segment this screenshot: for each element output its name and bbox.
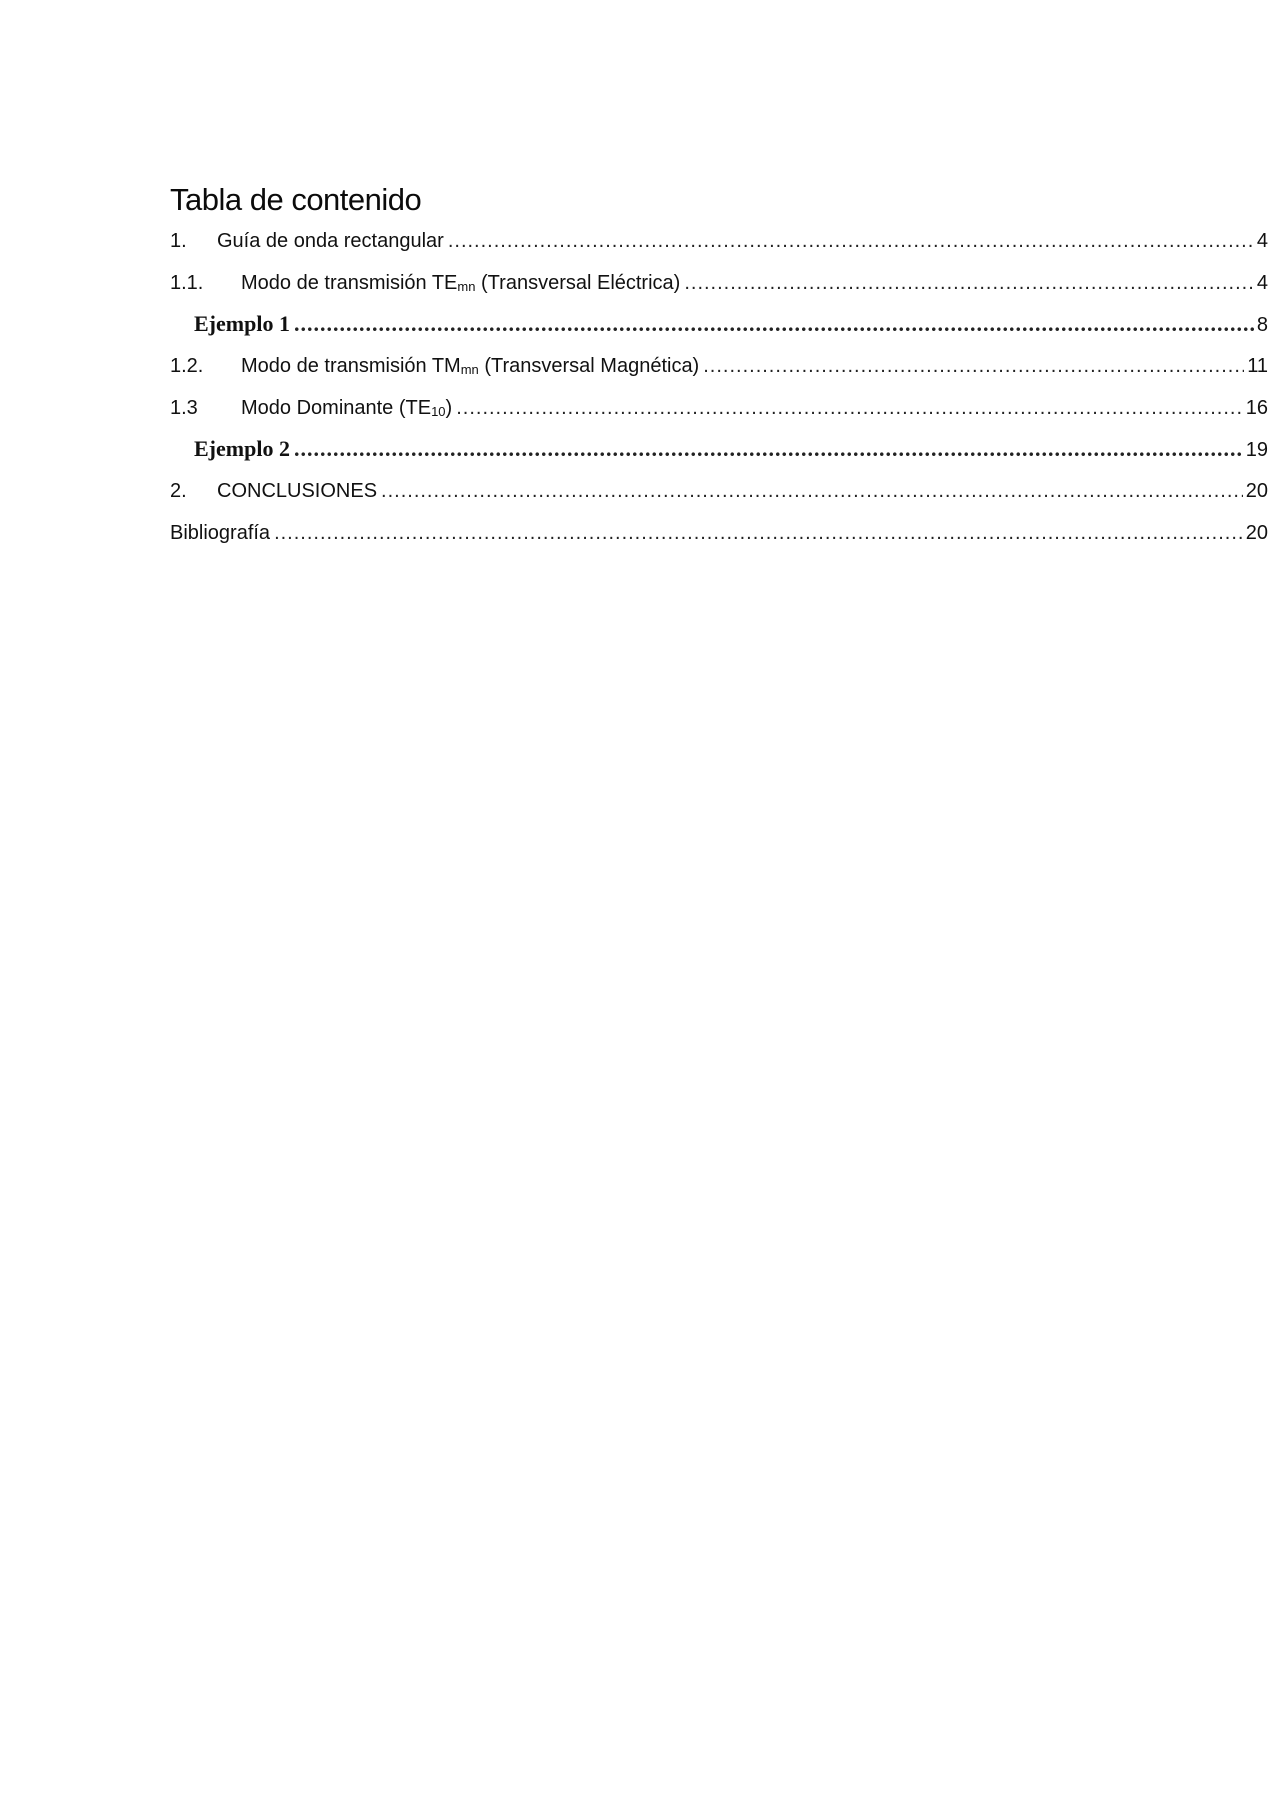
toc-leader-dots [448, 228, 1254, 254]
toc-entry-page: 20 [1245, 480, 1268, 503]
toc-entry-label [241, 270, 680, 296]
toc-title: Tabla de contenido [170, 182, 422, 217]
toc-entry-ejemplo-2[interactable] [170, 436, 1268, 478]
toc-entry-label-subscript: mn [460, 362, 479, 378]
toc-leader-dots [684, 270, 1254, 296]
toc-leader-dots [294, 311, 1254, 337]
toc-entry-page: 8 [1256, 314, 1268, 337]
toc-entry-page: 4 [1256, 230, 1268, 252]
toc-entry-number: 1.2. [170, 355, 204, 378]
toc-entry-bibliografia[interactable] [170, 520, 1268, 562]
toc-entry-number: 1.1. [170, 271, 204, 294]
toc-entry-number: 2. [170, 480, 187, 503]
toc-entry-page: 4 [1256, 271, 1268, 294]
toc-entry-label-subscript: 10 [431, 403, 446, 419]
toc-entry-modo-tm[interactable] [170, 353, 1268, 395]
toc-leader-dots [274, 520, 1243, 546]
toc-entry-label [241, 395, 452, 421]
toc-entry-label: Bibliografía [170, 521, 271, 544]
toc-entry-page: 11 [1247, 355, 1268, 378]
toc-entry-guia-de-onda[interactable] [170, 228, 1268, 270]
toc-entry-page: 16 [1245, 396, 1268, 419]
toc-entry-modo-dominante[interactable] [170, 395, 1268, 437]
toc-entry-page: 19 [1245, 439, 1268, 462]
toc-entry-label: Ejemplo 2 [194, 436, 290, 462]
toc-entry-label-tail: (Transversal Magnética) [478, 355, 700, 378]
toc-entry-modo-te[interactable] [170, 270, 1268, 312]
toc-entry-label [241, 353, 699, 379]
toc-entry-conclusiones[interactable] [170, 478, 1268, 520]
toc-entry-label: Guía de onda rectangular [217, 230, 444, 252]
toc-leader-dots [456, 395, 1243, 421]
toc-entry-label-tail: ) [445, 396, 453, 419]
toc-entry-number: 1. [170, 230, 187, 252]
table-of-contents [170, 178, 1268, 562]
toc-entry-label-main: Modo Dominante (TE [241, 396, 432, 419]
toc-leader-dots [294, 436, 1243, 462]
toc-entry-label-main: Modo de transmisión TM [241, 355, 461, 378]
toc-entry-ejemplo-1[interactable] [170, 311, 1268, 353]
toc-entry-label: Ejemplo 1 [194, 311, 290, 337]
toc-leader-dots [703, 353, 1244, 379]
toc-leader-dots [381, 478, 1243, 504]
toc-entry-number: 1.3 [170, 396, 198, 419]
toc-entry-label: CONCLUSIONES [217, 480, 378, 503]
toc-entry-label-subscript: mn [457, 278, 476, 294]
toc-entry-page: 20 [1245, 521, 1268, 544]
toc-entry-label-tail: (Transversal Eléctrica) [475, 271, 681, 294]
toc-entry-label-main: Modo de transmisión TE [241, 271, 458, 294]
